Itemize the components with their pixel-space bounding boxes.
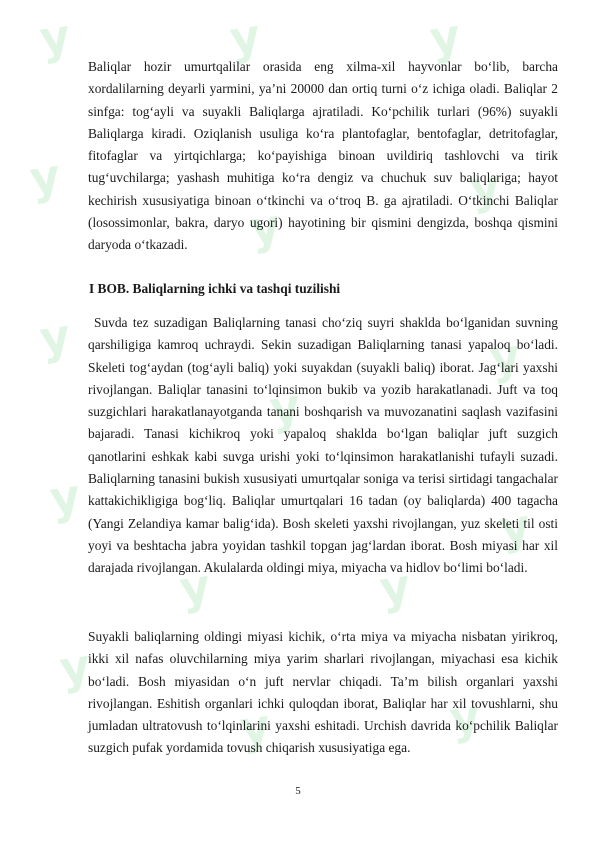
- watermark-logo: y y y y y y y y y y y y y y y y: [26, 8, 534, 756]
- body-paragraph-2: Suvda tez suzadigan Baliqlarning tanasi cho‘ziq suyri shaklda bo‘lganidan suvning qarshiligiga kamroq uchraydi. Sekin suzadigan Baliqlarning tanasi yapaloq bo‘ladi. Skeleti tog‘aydan (tog‘ayli baliq) yoki suyakdan (suyakli baliq) iborat. Jag‘lari yaxshi rivojlangan. Baliqlar tanasini to‘lqinsimon bukib va yozib harakatlanadi. Juft va toq suzgichlari harakatlanayotganda tanani boshqarish va muvozanatini saqlash vazifasini bajaradi. Tanasi kichikroq yoki yapaloq shaklda bo‘lgan baliqlar juft suzgich qanotlarini eshkak kabi suvga urishi yoki to‘lqinsimon harakatlanishi tufayli suzadi. Baliqlarning tanasini bukish xususiyati umurtqalar soniga va terisi sirtidagi tangachalar kattakichikligiga bog‘liq. Baliqlar umurtqalari 16 tadan (oy baliqlarda) 400 tagacha (Yangi Zelandiya kamar balig‘ida). Bosh skeleti yaxshi rivojlangan, yuz skeleti til osti yoyi va beshtacha jabra yoyidan tashkil topgan jag‘lardan iborat. Bosh miyasi har xil darajada rivojlangan. Akulalarda oldingi miya, miyacha va hidlov bo‘limi bo‘ladi.: [88, 315, 558, 576]
- body-paragraph-3: Suyakli baliqlarning oldingi miyasi kichik, o‘rta miya va miyacha nisbatan yirikroq, ikki xil nafas oluvchilarning miya yarim sharlari rivojlangan, miyachasi esa kichik bo‘ladi. Bosh miyasidan o‘n juft nervlar chiqadi. Ta’m bilish organlari yaxshi rivojlangan. Eshitish organlari ichki quloqdan iborat, Baliqlar har xil tovushlarni, shu jumladan ultratovush to‘lqinlarini yaxshi eshitadi. Urchish davrida ko‘pchilik Baliqlar suzgich pufak yordamida tovush chiqarish xususiyatiga ega.: [88, 629, 558, 756]
- page-number: 5: [295, 785, 301, 797]
- chapter-heading: I BOB. Baliqlarning ichki va tashqi tuzilishi: [89, 281, 341, 296]
- body-paragraph-1: Baliqlar hozir umurtqalilar orasida eng xilma-xil hayvonlar bo‘lib, barcha xordalilarning deyarli yarmini, ya’ni 20000 dan ortiq turni o‘z ichiga oladi. Baliqlar 2 sinfga: tog‘ayli va suyakli Baliqlarga ajratiladi. Ko‘pchilik turlari (96%) suyakli Baliqlarga kiradi. Oziqlanish usuliga ko‘ra plantofaglar, bentofaglar, detritofaglar, fitofaglar va yirtqichlarga; ko‘payishiga binoan uvildiriq tashlovchi va tirik tug‘uvchilarga; yashash muhitiga ko‘ra dengiz va chuchuk suv baliqlariga; hayot kechirish xususiyatiga binoan o‘tkinchi va o‘troq B. ga ajratiladi. O‘tkinchi Baliqlar (losossimonlar, bakra, daryo ugori) hayotining bir qismini dengizda, boshqa qismini daryoda o‘tkazadi.: [88, 59, 558, 253]
